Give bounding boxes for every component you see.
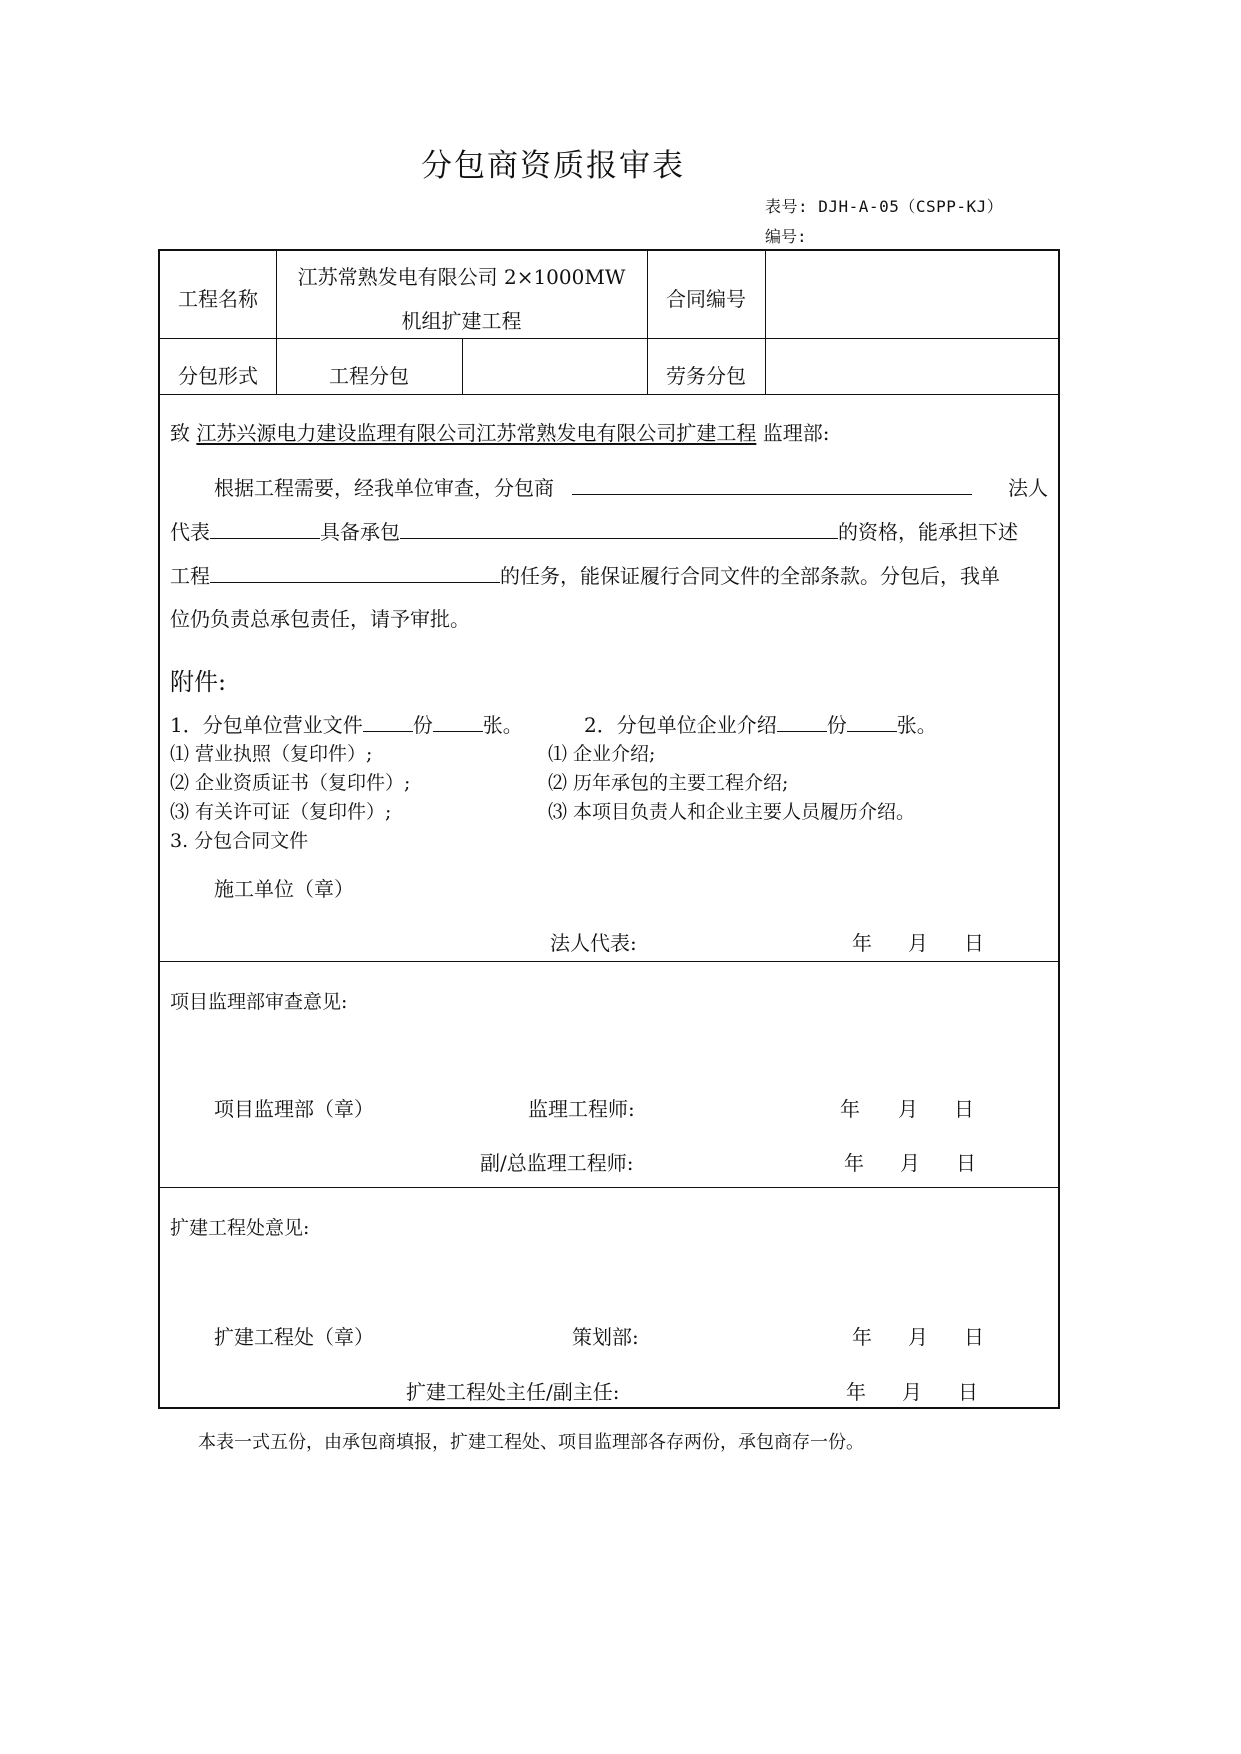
- supervision-seal: 项目监理部（章）: [214, 1097, 374, 1121]
- attachment-right-2: ⑵ 历年承包的主要工程介绍;: [548, 772, 789, 794]
- expansion-date-month-1: 月: [908, 1325, 928, 1349]
- project-name-line1: 江苏常熟发电有限公司 2×1000MW: [297, 265, 626, 289]
- expansion-date-year-2: 年: [846, 1380, 866, 1404]
- supervision-heading: 项目监理部审查意见:: [170, 991, 348, 1013]
- letter-p1-tail: 法人: [1008, 476, 1048, 500]
- attachment-left-3: ⑶ 有关许可证（复印件）;: [170, 801, 392, 823]
- expansion-seal: 扩建工程处（章）: [214, 1325, 374, 1349]
- letter-p3-tail: 的任务，能保证履行合同文件的全部条款。分包后，我单: [500, 564, 1000, 588]
- item1-copies-blank[interactable]: [363, 709, 413, 732]
- labor-subcontract-label: 劳务分包: [666, 364, 746, 388]
- work-scope-blank[interactable]: [210, 560, 500, 583]
- col-divider: [765, 251, 766, 394]
- supervision-date-year-1: 年: [840, 1097, 860, 1121]
- item1-sheets-blank[interactable]: [433, 709, 483, 732]
- item2-copies-blank[interactable]: [777, 709, 827, 732]
- row-divider: [160, 338, 1058, 339]
- contractor-date-day: 日: [964, 931, 984, 955]
- contractor-legal-rep[interactable]: 法人代表:: [550, 931, 637, 955]
- contractor-date-year: 年: [852, 931, 872, 955]
- attachment-left-1: ⑴ 营业执照（复印件）;: [170, 743, 373, 765]
- letter-to-org: 江苏兴源电力建设监理有限公司江苏常熟发电有限公司扩建工程: [196, 421, 757, 445]
- form-number: 表号: DJH-A-05（CSPP-KJ）: [765, 197, 1004, 216]
- subcontractor-name-blank[interactable]: [572, 472, 972, 495]
- attachment-left-2: ⑵ 企业资质证书（复印件）;: [170, 772, 411, 794]
- row-divider: [160, 394, 1058, 395]
- expansion-date-year-1: 年: [852, 1325, 872, 1349]
- letter-p3: [170, 560, 1000, 589]
- supervision-chief-engineer[interactable]: 副/总监理工程师:: [480, 1151, 634, 1175]
- col-divider: [462, 338, 463, 394]
- form-table: [158, 249, 1060, 1409]
- letter-p4: 位仍负责总承包责任，请予审批。: [170, 607, 470, 631]
- supervision-date-year-2: 年: [844, 1151, 864, 1175]
- attachment-right-3: ⑶ 本项目负责人和企业主要人员履历介绍。: [548, 801, 916, 823]
- attachment-item2-label: 2．分包单位企业介绍: [584, 713, 777, 737]
- supervision-date-month-2: 月: [900, 1151, 920, 1175]
- contractor-date-month: 月: [908, 931, 928, 955]
- qualification-blank[interactable]: [400, 516, 838, 539]
- letter-p2-prefix: 代表: [170, 520, 210, 544]
- contractor-seal: 施工单位（章）: [214, 877, 354, 901]
- engineering-subcontract-checkbox[interactable]: [466, 351, 644, 391]
- letter-to-prefix: 致: [170, 421, 190, 445]
- item1-sheets-unit: 张。: [482, 713, 523, 737]
- letter-p3-prefix: 工程: [170, 564, 210, 588]
- project-name-line2: 机组扩建工程: [401, 309, 522, 333]
- page-title: 分包商资质报审表: [421, 148, 685, 184]
- item2-sheets-unit: 张。: [896, 713, 937, 737]
- letter-to-suffix: 监理部:: [762, 421, 830, 445]
- letter-p1: [214, 472, 972, 501]
- letter-p1-text: 根据工程需要，经我单位审查，分包商: [214, 476, 554, 500]
- subcontract-form-label: 分包形式: [178, 364, 258, 388]
- attachment-item1-label: 1．分包单位营业文件: [170, 713, 363, 737]
- serial-number: 编号:: [765, 227, 807, 246]
- attachment-item1: [170, 709, 523, 738]
- engineering-subcontract-label: 工程分包: [329, 364, 409, 388]
- letter-p2: [170, 516, 1018, 545]
- attachment-right-1: ⑴ 企业介绍;: [548, 743, 656, 765]
- supervision-engineer[interactable]: 监理工程师:: [528, 1097, 635, 1121]
- expansion-planning[interactable]: 策划部:: [572, 1325, 639, 1349]
- footer-note: 本表一式五份，由承包商填报，扩建工程处、项目监理部各存两份，承包商存一份。: [198, 1432, 864, 1453]
- attachment-item3: 3. 分包合同文件: [170, 830, 309, 852]
- legal-rep-blank[interactable]: [210, 516, 320, 539]
- attachments-heading: 附件:: [170, 668, 227, 696]
- item2-sheets-blank[interactable]: [847, 709, 897, 732]
- item1-copies-unit: 份: [412, 713, 433, 737]
- expansion-heading: 扩建工程处意见:: [170, 1217, 310, 1239]
- contract-no-label: 合同编号: [666, 287, 746, 311]
- project-name-label: 工程名称: [178, 287, 258, 311]
- attachment-item2: [584, 709, 937, 738]
- row-divider: [160, 1187, 1058, 1188]
- supervision-date-month-1: 月: [898, 1097, 918, 1121]
- supervision-date-day-2: 日: [956, 1151, 976, 1175]
- labor-subcontract-checkbox[interactable]: [770, 351, 1050, 391]
- row-divider: [160, 961, 1058, 962]
- item2-copies-unit: 份: [826, 713, 847, 737]
- letter-p2-middle: 具备承包: [320, 520, 400, 544]
- expansion-date-month-2: 月: [902, 1380, 922, 1404]
- expansion-date-day-1: 日: [964, 1325, 984, 1349]
- expansion-date-day-2: 日: [958, 1380, 978, 1404]
- supervision-date-day-1: 日: [954, 1097, 974, 1121]
- letter-addressee: [170, 417, 829, 446]
- letter-p2-tail: 的资格，能承担下述: [838, 520, 1018, 544]
- expansion-director[interactable]: 扩建工程处主任/副主任:: [406, 1380, 620, 1404]
